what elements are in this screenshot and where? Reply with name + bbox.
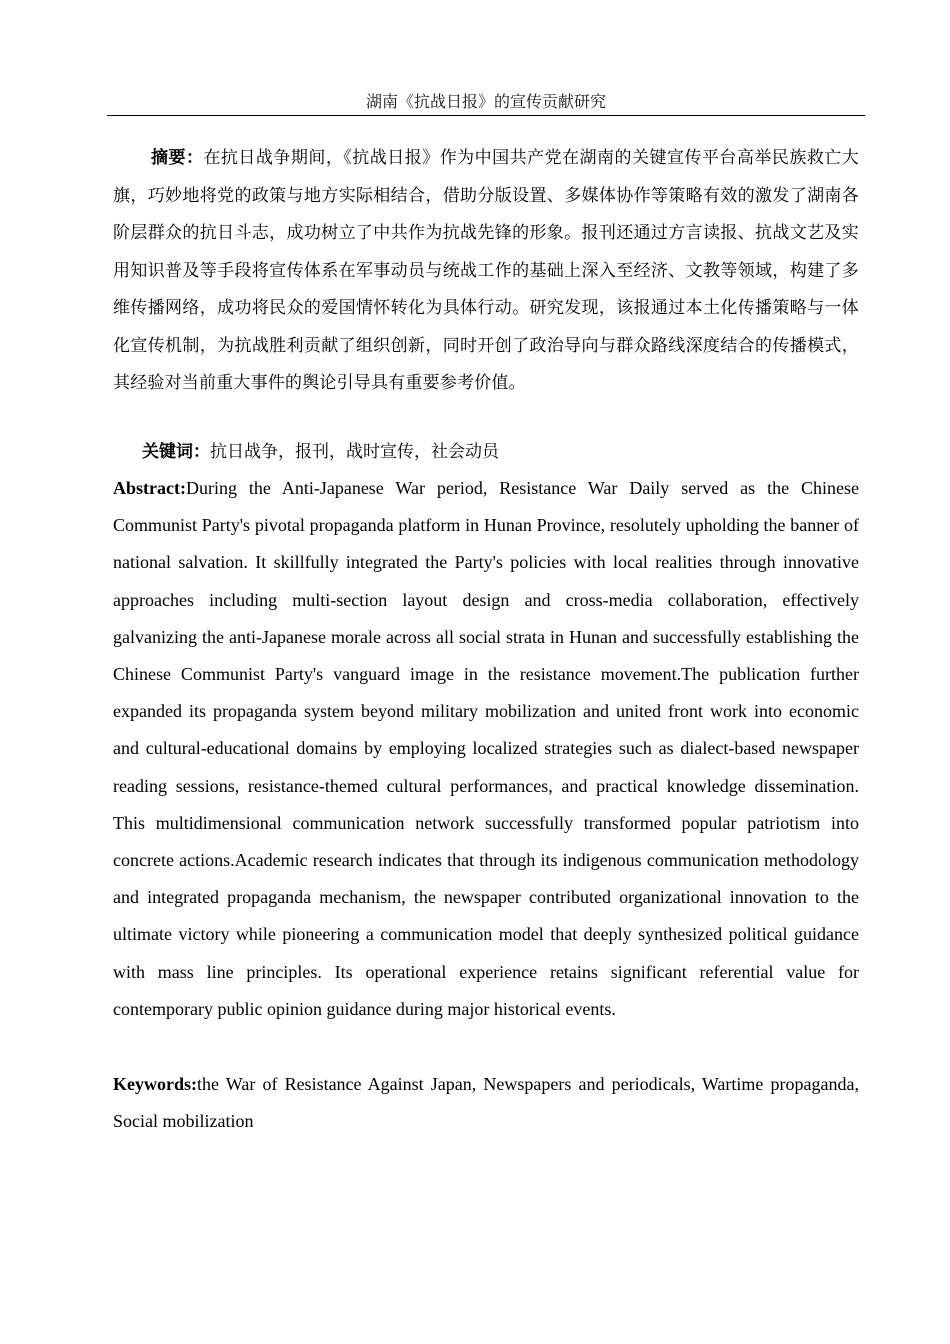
english-keywords-text: the War of Resistance Against Japan, Newspapers and periodicals, Wartime propaganda, Social mobilization	[113, 1074, 859, 1131]
running-header: 湖南《抗战日报》的宣传贡献研究	[365, 92, 606, 111]
chinese-abstract	[113, 140, 859, 403]
chinese-abstract-label: 摘要：	[151, 148, 204, 168]
english-abstract	[113, 470, 859, 1028]
chinese-keywords-label: 关键词：	[142, 442, 210, 462]
header-divider	[107, 115, 865, 116]
english-abstract-label: Abstract:	[113, 478, 186, 498]
chinese-keywords	[113, 435, 859, 469]
chinese-abstract-text: 在抗日战争期间，《抗战日报》作为中国共产党在湖南的关键宣传平台高举民族救亡大旗，巧妙地将党的政策与地方实际相结合，借助分版设置、多媒体协作等策略有效的激发了湖南各阶层群众的抗日斗志，成功树立了中共作为抗战先锋的形象。报刊还通过方言读报、抗战文艺及实用知识普及等手段将宣传体系在军事动员与统战工作的基础上深入至经济、文教等领域，构建了多维传播网络，成功将民众的爱国情怀转化为具体行动。研究发现，该报通过本土化传播策略与一体化宣传机制，为抗战胜利贡献了组织创新，同时开创了政治导向与群众路线深度结合的传播模式，其经验对当前重大事件的舆论引导具有重要参考价值。	[113, 148, 859, 393]
english-abstract-text: During the Anti-Japanese War period, Resistance War Daily served as the Chinese Communist Party's pivotal propaganda platform in Hunan Province, resolutely upholding the banner of national salvation. It skillfully integrated the Party's policies with local realities through innovative approaches including multi-section layout design and cross-media collaboration, effectively galvanizing the anti-Japanese morale across all social strata in Hunan and successfully establishing the Chinese Communist Party's vanguard image in the resistance movement.The publication further expanded its propaganda system beyond military mobilization and united front work into economic and cultural-educational domains by employing localized strategies such as dialect-based newspaper reading sessions, resistance-themed cultural performances, and practical knowledge dissemination. This multidimensional communication network successfully transformed popular patriotism into concrete actions.Academic research indicates that through its indigenous communication methodology and integrated propaganda mechanism, the newspaper contributed organizational innovation to the ultimate victory while pioneering a communication model that deeply synthesized political guidance with mass line principles. Its operational experience retains significant referential value for contemporary public opinion guidance during major historical events.	[113, 478, 859, 1019]
english-keywords-label: Keywords:	[113, 1074, 197, 1094]
english-keywords	[113, 1066, 859, 1140]
chinese-keywords-text: 抗日战争，报刊，战时宣传，社会动员	[210, 442, 499, 462]
